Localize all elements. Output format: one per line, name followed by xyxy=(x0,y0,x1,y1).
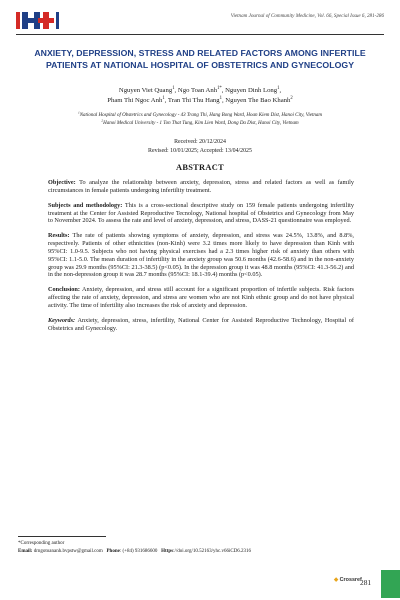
abstract-heading: ABSTRACT xyxy=(175,163,224,172)
journal-logo xyxy=(16,10,60,32)
affiliation: $^2$Hanoi Medical University - 1 Ton That Tung, Kim Lien Ward, Dong Da Dist, Hanoi City, Vietnam xyxy=(101,117,299,126)
revised-accepted-date: Revised: 10/01/2025; Accepted: 13/04/2025 xyxy=(148,148,252,154)
abstract-objective: Objective: To analyze the relationship between anxiety, depression, stress and related factors as well as family circumstances in female patients undergoing infertility treatment. xyxy=(48,179,354,194)
footnote xyxy=(18,540,360,555)
author: Nguyen Viet Quang$^1$, xyxy=(118,85,178,94)
abstract-methods: Subjects and methodology: This is a cross-sectional descriptive study on 159 female patients undergoing infertility treatment at the Center for Assisted Reproductive Tecnology, National hospital of Obstetrics and Gynecology from May to November 2024. To assess the rate and level of anxiety, depression, and stress, DASS-21 questionnaire was employed. xyxy=(48,201,354,225)
crossref-badge[interactable]: ◆ Crossref xyxy=(334,577,362,583)
received-date: Received: 20/12/2024 xyxy=(174,139,226,145)
abstract-results: Results: The rate of patients showing symptoms of anxiety, depression, and stress was 24.5%, 13.8%, and 8.8%, respectively. Patients of other ethnicities (non-Kinh) were 3.2 times more likely to have depression than Kinh with 95%CI: 1.0-9.5. Subjects who not having physical exercises had a 2.3 times higher risk of anxiety than others with 95%CI: 1.1-5.0. The mean duration of infertility in the anxiety group was 50.6 months (42.6-58.6) and in the non-anxiety group was 29.9 months (95%CI: 21.3-38.5) (p<0.05). In the depression group it was 48.8 months (95%CI: 41.3-56.2) and in the non-depression group it was 28.7 months (95%CI: 18.1-39.4) months (p<0.05). xyxy=(48,232,354,279)
author: Nguyen The Bao Khanh$^2$ xyxy=(225,95,293,104)
corresponding-author: *Corresponding author xyxy=(18,541,65,546)
abstract-conclusion: Conclusion: Anxiety, depression, and stress still account for a significant proportion of infertile subjects. Risk factors affecting the rate of anxiety, depression, and stress are women who are not Kinh ethnic group and do not have physical activity. The time of infertility also increases the risk of anxiety and depression. xyxy=(48,286,354,309)
crossref-icon: ◆ xyxy=(334,577,339,583)
journal-citation: Vietnam Journal of Community Medicine, Vol. 66, Special Issue 6, 281-286 xyxy=(230,13,384,19)
author: Ngo Toan Anh$^{1*}$, xyxy=(177,85,226,94)
page-number: 281 xyxy=(360,578,372,587)
email-link[interactable]: drngotoananh.bvpstw@gmail.com xyxy=(32,548,103,554)
abstract-keywords: Keywords: Anxiety, depression, stress, infertility, National Center for Assisted Reproductive Technology, Hospital of Obstetrics and Gynecology. xyxy=(48,316,354,332)
article-title: ANXIETY, DEPRESSION, STRESS AND RELATED FACTORS AMONG INFERTILE PATIENTS AT NATIONAL HOSPITAL OF OBSTETRICS AND GYNECOLOGY xyxy=(34,48,366,70)
author-list xyxy=(30,86,370,106)
contact-line: Email: drngotoananh.bvpstw@gmail.com Phone: (+84) 931686600 Https://doi.org/10.52163/yhc.v66iCD6.2316 xyxy=(18,548,252,554)
article-dates xyxy=(40,138,360,156)
author: Pham Thi Ngoc Anh$^1$, xyxy=(107,95,168,104)
abstract-body xyxy=(48,179,354,340)
author: Nguyen Dinh Long$^1$, xyxy=(225,85,282,94)
footnote-rule xyxy=(18,536,106,537)
page-edge-tab xyxy=(381,570,400,598)
doi-link[interactable]: ://doi.org/10.52163/yhc.v66iCD6.2316 xyxy=(173,548,252,554)
header-rule xyxy=(16,34,384,35)
affiliation: $^1$National Hospital of Obstetrics and Gynecology - 43 Trang Thi, Hang Bong Ward, Hoan Kiem Dist, Hanoi City, Vietnam xyxy=(77,110,323,118)
author: Tran Thi Thu Hang$^1$, xyxy=(167,95,226,104)
page-header xyxy=(16,10,384,38)
affiliations xyxy=(24,112,376,127)
